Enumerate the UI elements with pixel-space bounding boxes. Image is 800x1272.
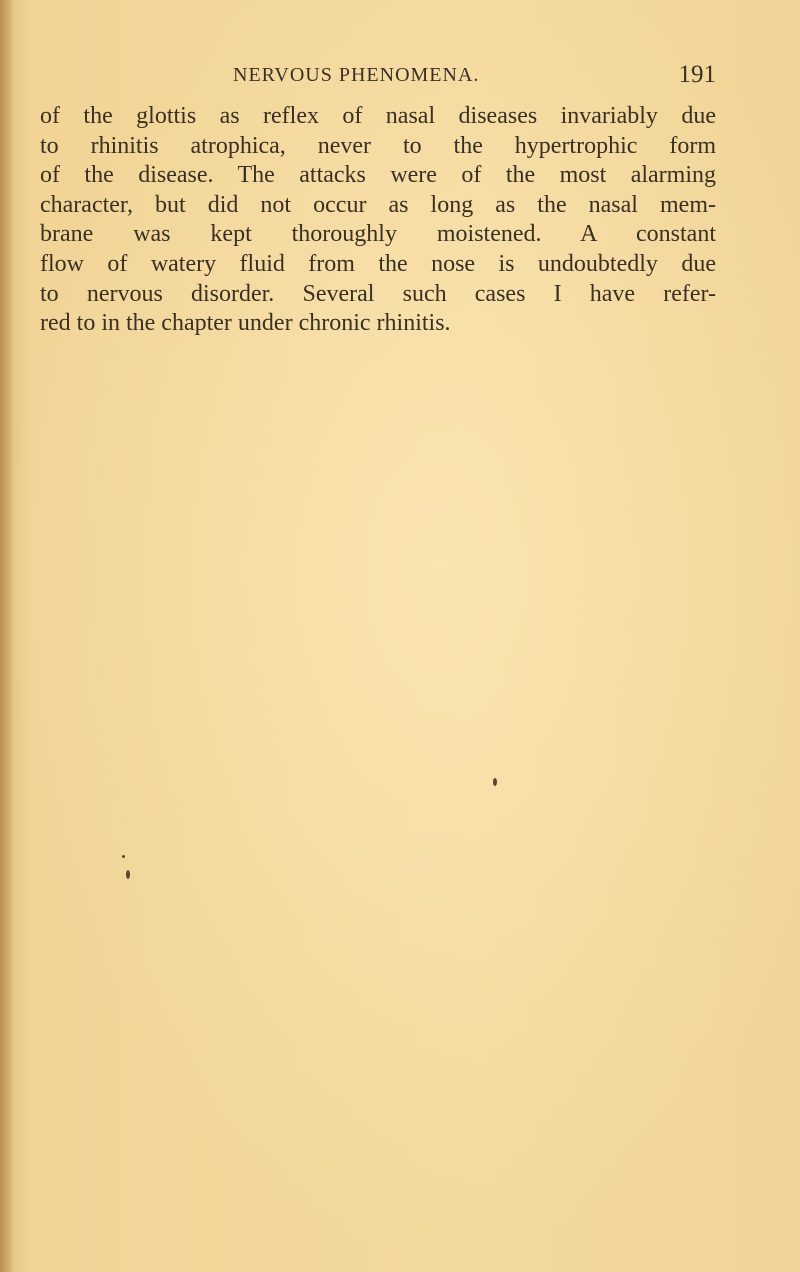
ink-speck bbox=[122, 855, 125, 858]
page-header bbox=[40, 60, 716, 90]
text-line: to nervous disorder. Several such cases I have refer- bbox=[40, 280, 716, 307]
ink-speck bbox=[126, 870, 130, 879]
text-line: of the glottis as reflex of nasal diseases invariably due bbox=[40, 103, 716, 129]
body-paragraph bbox=[40, 102, 716, 339]
text-line: character, but did not occur as long as the nasal mem- bbox=[40, 191, 716, 218]
page-binding-edge bbox=[0, 0, 14, 1272]
ink-speck bbox=[493, 778, 497, 786]
text-line: of the disease. The attacks were of the most alarming bbox=[40, 162, 716, 189]
page-number: 191 bbox=[678, 61, 716, 88]
text-line: red to in the chapter under chronic rhinitis. bbox=[40, 310, 451, 337]
text-line: flow of watery fluid from the nose is undoubtedly due bbox=[40, 250, 716, 277]
text-line: brane was kept thoroughly moistened. A constant bbox=[40, 221, 716, 248]
running-head: NERVOUS PHENOMENA. bbox=[233, 64, 480, 86]
text-line: to rhinitis atrophica, never to the hypertrophic form bbox=[40, 132, 716, 159]
